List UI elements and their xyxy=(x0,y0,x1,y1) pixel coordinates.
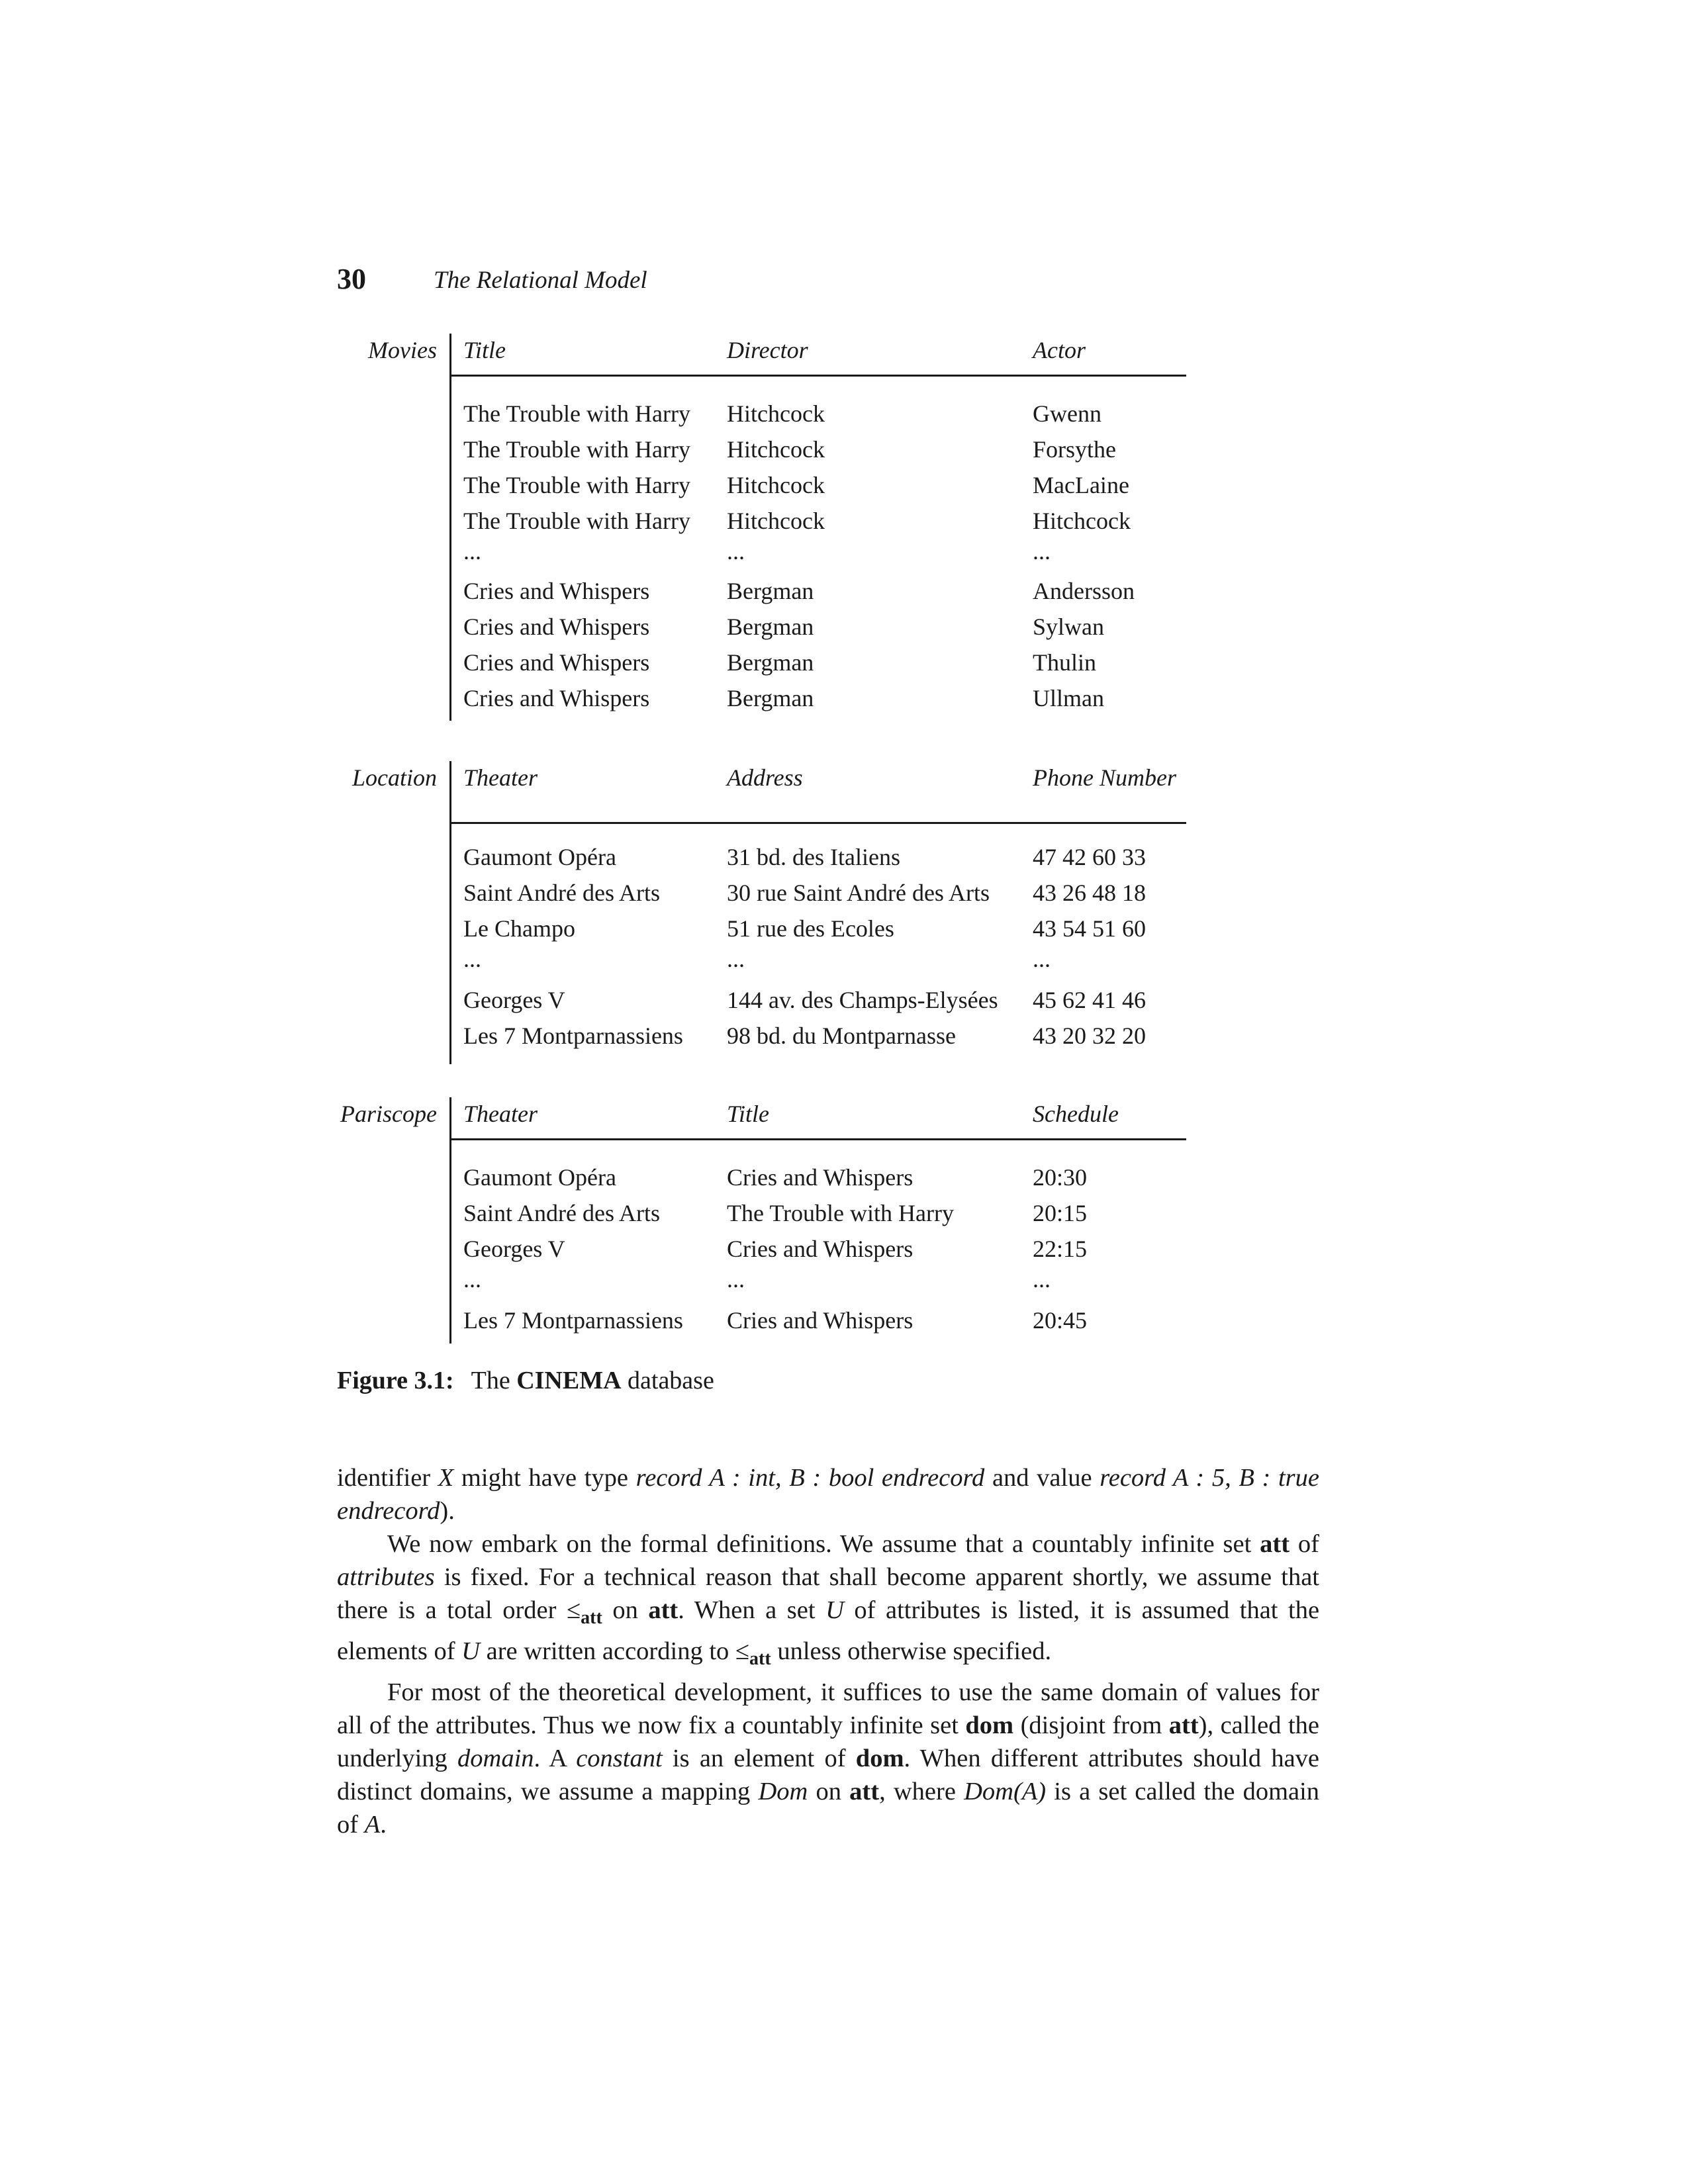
table-cell: Les 7 Montparnassiens xyxy=(463,1307,683,1334)
table-cell: 45 62 41 46 xyxy=(1033,987,1146,1013)
column-header: Director xyxy=(727,337,808,363)
text-span: For most of the theoretical development, it suffices to use the same domain of values for all of the attributes. Thus we now fix a countably infinite set xyxy=(337,1678,1319,1739)
caption-text-after: database xyxy=(628,1367,714,1394)
table-cell: Gwenn xyxy=(1033,400,1102,427)
text-span: ), called the underlying xyxy=(337,1711,1320,1772)
table-cell: 51 rue des Ecoles xyxy=(727,915,894,942)
ellipsis: ... xyxy=(1033,1266,1051,1293)
bold-term: att xyxy=(1260,1530,1290,1558)
table-cell: Le Champo xyxy=(463,915,575,942)
table-cell: 47 42 60 33 xyxy=(1033,844,1146,870)
table-cell: 43 20 32 20 xyxy=(1033,1023,1146,1049)
relation-vertical-rule xyxy=(449,761,451,1064)
table-cell: The Trouble with Harry xyxy=(463,508,690,534)
italic-term: attributes xyxy=(337,1563,435,1591)
column-header: Address xyxy=(727,764,803,791)
math-var: Dom xyxy=(758,1778,808,1805)
figure-label: Figure 3.1: xyxy=(337,1367,454,1394)
figure-caption xyxy=(337,1362,714,1399)
header-rule xyxy=(450,1138,1186,1140)
text-span: identifier xyxy=(337,1464,431,1492)
relation-vertical-rule xyxy=(449,334,451,721)
table-cell: Cries and Whispers xyxy=(727,1307,914,1334)
math-var: U xyxy=(461,1637,480,1665)
table-cell: Hitchcock xyxy=(1033,508,1131,534)
table-cell: The Trouble with Harry xyxy=(727,1200,954,1226)
table-cell: 31 bd. des Italiens xyxy=(727,844,900,870)
table-cell: Thulin xyxy=(1033,649,1096,676)
table-cell: 30 rue Saint André des Arts xyxy=(727,880,990,906)
relation-name: Location xyxy=(352,764,437,791)
table-cell: Cries and Whispers xyxy=(463,614,650,640)
table-cell: MacLaine xyxy=(1033,472,1129,498)
table-cell: The Trouble with Harry xyxy=(463,472,690,498)
column-header: Theater xyxy=(463,764,538,791)
table-cell: Sylwan xyxy=(1033,614,1104,640)
math-subscript: att xyxy=(749,1649,771,1669)
text-span: . xyxy=(380,1811,387,1839)
text-span: are written according to xyxy=(486,1637,729,1665)
bold-term: dom xyxy=(965,1711,1014,1739)
ellipsis: ... xyxy=(727,1266,745,1293)
ellipsis: ... xyxy=(463,538,481,565)
table-cell: Hitchcock xyxy=(727,436,825,463)
math-expr: record A : int, B : bool endrecord xyxy=(635,1464,985,1492)
column-header: Title xyxy=(463,337,506,363)
table-cell: The Trouble with Harry xyxy=(463,436,690,463)
text-span: . When a set xyxy=(678,1596,816,1624)
table-cell: Cries and Whispers xyxy=(727,1236,914,1262)
text-span: . When different attributes should have distinct domains, we assume a mapping xyxy=(337,1745,1319,1805)
table-cell: 20:45 xyxy=(1033,1307,1088,1334)
table-cell: 20:30 xyxy=(1033,1164,1088,1191)
math-expr: Dom(A) xyxy=(964,1778,1047,1805)
table-cell: Cries and Whispers xyxy=(463,578,650,604)
text-span: on xyxy=(612,1596,638,1624)
text-span: is fixed. For a technical reason that shall become apparent shortly, we assume that there is a total order xyxy=(337,1563,1319,1624)
ellipsis: ... xyxy=(463,946,481,972)
table-cell: Georges V xyxy=(463,987,565,1013)
text-span: (disjoint from xyxy=(1020,1711,1162,1739)
table-cell: The Trouble with Harry xyxy=(463,400,690,427)
table-cell: Cries and Whispers xyxy=(463,649,650,676)
text-span: on xyxy=(816,1778,841,1805)
table-cell: 22:15 xyxy=(1033,1236,1088,1262)
math-var: A xyxy=(364,1811,381,1839)
ellipsis: ... xyxy=(727,538,745,565)
text-span: , where xyxy=(879,1778,956,1805)
math-var: X xyxy=(438,1464,454,1492)
text-span: . A xyxy=(534,1745,566,1772)
italic-term: domain xyxy=(457,1745,534,1772)
math-var: U xyxy=(825,1596,844,1624)
column-header: Actor xyxy=(1033,337,1086,363)
ellipsis: ... xyxy=(463,1266,481,1293)
table-cell: Bergman xyxy=(727,578,814,604)
running-title: The Relational Model xyxy=(434,267,647,294)
math-symbol: ≤ xyxy=(735,1637,750,1665)
paragraph xyxy=(337,1461,1319,1527)
text-span: of xyxy=(1297,1530,1319,1558)
bold-term: dom xyxy=(855,1745,904,1772)
table-cell: Bergman xyxy=(727,685,814,711)
table-cell: 43 26 48 18 xyxy=(1033,880,1146,906)
text-span: unless otherwise specified. xyxy=(777,1637,1052,1665)
table-cell: Cries and Whispers xyxy=(463,685,650,711)
header-rule xyxy=(450,822,1186,824)
bold-term: att xyxy=(1168,1711,1199,1739)
bold-term: att xyxy=(849,1778,880,1805)
italic-term: constant xyxy=(576,1745,663,1772)
relation-name: Pariscope xyxy=(340,1101,437,1127)
table-cell: Bergman xyxy=(727,649,814,676)
table-cell: 98 bd. du Montparnasse xyxy=(727,1023,956,1049)
text-span: is an element of xyxy=(672,1745,846,1772)
table-cell: Gaumont Opéra xyxy=(463,844,616,870)
ellipsis: ... xyxy=(1033,946,1051,972)
text-span: and value xyxy=(992,1464,1092,1492)
table-cell: Saint André des Arts xyxy=(463,880,660,906)
math-expr: record A : 5, B : true endrecord xyxy=(337,1464,1319,1525)
column-header: Theater xyxy=(463,1101,538,1127)
table-cell: Georges V xyxy=(463,1236,565,1262)
caption-text-before: The xyxy=(471,1367,510,1394)
page-number: 30 xyxy=(337,263,366,295)
text-span: ). xyxy=(440,1497,455,1525)
column-header: Phone Number xyxy=(1033,764,1176,791)
paragraph xyxy=(337,1527,1319,1676)
table-cell: Hitchcock xyxy=(727,400,825,427)
caption-bold-term: CINEMA xyxy=(516,1367,622,1394)
body-text xyxy=(337,1461,1319,1841)
math-subscript: att xyxy=(581,1608,602,1628)
text-span: is a set called the domain of xyxy=(337,1778,1320,1839)
text-span: We now embark on the formal definitions. We assume that a countably infinite set xyxy=(387,1530,1252,1558)
table-cell: 43 54 51 60 xyxy=(1033,915,1146,942)
table-cell: Bergman xyxy=(727,614,814,640)
table-cell: Gaumont Opéra xyxy=(463,1164,616,1191)
ellipsis: ... xyxy=(1033,538,1051,565)
relation-vertical-rule xyxy=(449,1097,451,1343)
paragraph xyxy=(337,1676,1319,1841)
header-rule xyxy=(450,375,1186,377)
table-cell: Cries and Whispers xyxy=(727,1164,914,1191)
text-span: might have type xyxy=(461,1464,629,1492)
text-span: of attributes is listed, it is assumed that the elements of xyxy=(337,1596,1320,1665)
column-header: Schedule xyxy=(1033,1101,1119,1127)
caption-text xyxy=(471,1367,714,1394)
table-cell: Hitchcock xyxy=(727,508,825,534)
table-cell: 20:15 xyxy=(1033,1200,1088,1226)
table-cell: 144 av. des Champs-Elysées xyxy=(727,987,998,1013)
table-cell: Les 7 Montparnassiens xyxy=(463,1023,683,1049)
ellipsis: ... xyxy=(727,946,745,972)
bold-term: att xyxy=(648,1596,679,1624)
table-cell: Hitchcock xyxy=(727,472,825,498)
column-header: Title xyxy=(727,1101,770,1127)
table-cell: Ullman xyxy=(1033,685,1104,711)
table-cell: Forsythe xyxy=(1033,436,1116,463)
table-cell: Andersson xyxy=(1033,578,1135,604)
table-cell: Saint André des Arts xyxy=(463,1200,660,1226)
relation-name: Movies xyxy=(368,337,437,363)
math-symbol: ≤ xyxy=(566,1596,581,1624)
